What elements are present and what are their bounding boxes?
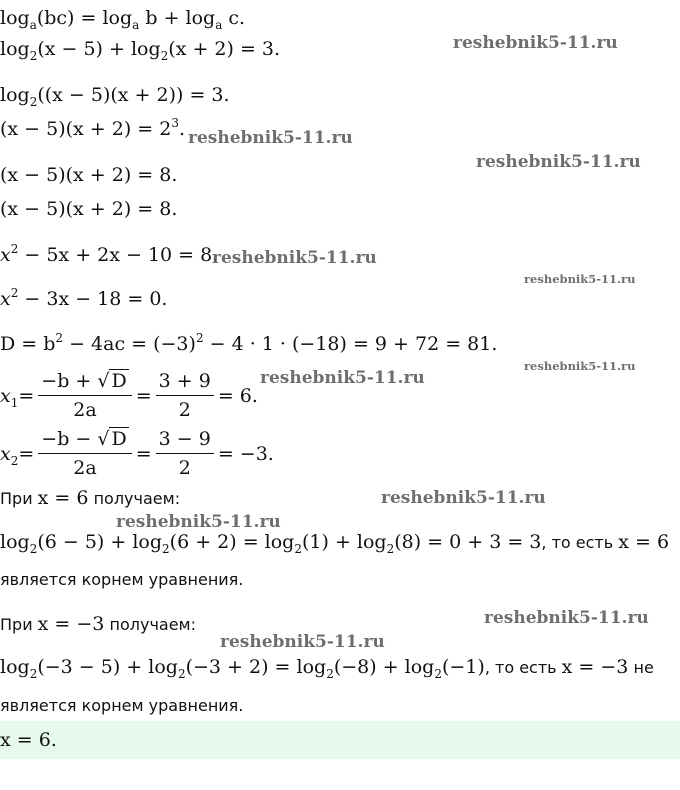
- watermark: reshebnik5-11.ru: [484, 608, 649, 628]
- equation-product-8-repeat: (x − 5)(x + 2) = 8.: [0, 198, 178, 220]
- answer-box: [0, 721, 680, 759]
- check-x-3-conclusion: является корнем уравнения.: [0, 696, 244, 715]
- equation-combined-log: $\log_2((x - 5)(x + 2)) = 3$.: [0, 84, 230, 109]
- equation-original: $\log_2(x - 5) + \log_2(x + 2) = 3$.: [0, 38, 281, 63]
- check-x-3-expression: $\log_2(-3 - 5) + \log_2(-3 + 2) = \log_2(-8) + \log_2(-1)$, то есть x = −3 не: [0, 656, 654, 681]
- watermark: reshebnik5-11.ru: [524, 359, 636, 373]
- fraction-general: $\frac{-b + √ D}{2a}$: [38, 370, 131, 421]
- watermark: reshebnik5-11.ru: [212, 248, 377, 268]
- equation-expanded: $x^2 - 5x + 2x - 10 = 8$.: [0, 242, 219, 266]
- root-x2: $x_2$ = $\frac{-b - √ D}{2a}$ = $\frac{3 - 9}{2}$ = −3.: [0, 428, 274, 479]
- root-x1: $x_1$ = $\frac{-b + √ D}{2a}$ = $\frac{3 + 9}{2}$ = 6.: [0, 370, 258, 421]
- equation-product-8: (x − 5)(x + 2) = 8.: [0, 164, 178, 186]
- watermark: reshebnik5-11.ru: [220, 632, 385, 652]
- fraction-numeric: $\frac{3 + 9}{2}$: [156, 370, 214, 421]
- equation-power: $(x - 5)(x + 2) = 2^3$.: [0, 116, 186, 140]
- final-answer: x = 6.: [0, 729, 57, 751]
- fraction-numeric: $\frac{3 - 9}{2}$: [156, 428, 214, 479]
- watermark: reshebnik5-11.ru: [524, 272, 636, 286]
- discriminant: $D = b^2 - 4ac = (-3)^2 - 4 \cdot 1 \cdot (-18) = 9 + 72 = 81$.: [0, 331, 498, 355]
- equation-quadratic: $x^2 - 3x - 18 = 0$.: [0, 286, 168, 310]
- check-x6-expression: $\log_2(6 - 5) + \log_2(6 + 2) = \log_2(1) + \log_2(8) = 0 + 3 = 3$, то есть x = 6: [0, 531, 670, 556]
- watermark: reshebnik5-11.ru: [116, 512, 281, 532]
- check-x-3-intro: При x = −3 получаем:: [0, 613, 196, 635]
- check-x6-intro: При x = 6 получаем:: [0, 487, 181, 509]
- watermark: reshebnik5-11.ru: [476, 152, 641, 172]
- log-product-rule: $\log_a(bc) = \log_a b + \log_a c$.: [0, 7, 246, 32]
- watermark: reshebnik5-11.ru: [381, 488, 546, 508]
- fraction-general: $\frac{-b - √ D}{2a}$: [38, 428, 131, 479]
- watermark: reshebnik5-11.ru: [260, 368, 425, 388]
- check-x6-conclusion: является корнем уравнения.: [0, 570, 244, 589]
- watermark: reshebnik5-11.ru: [453, 33, 618, 53]
- watermark: reshebnik5-11.ru: [188, 128, 353, 148]
